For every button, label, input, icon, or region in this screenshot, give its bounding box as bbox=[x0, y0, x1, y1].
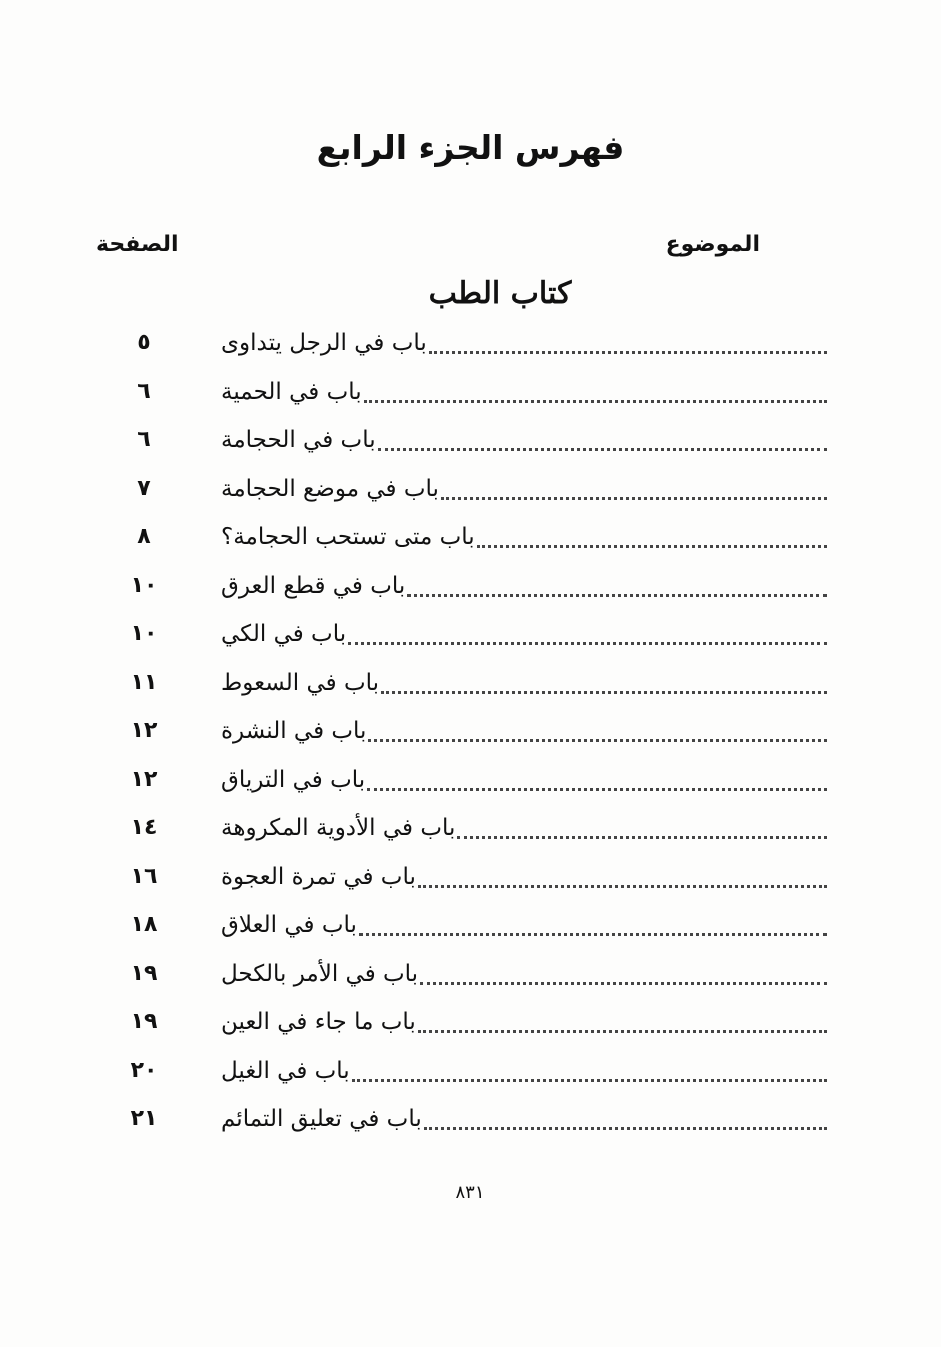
toc-entry-page: ١٢ bbox=[130, 766, 158, 792]
toc-entry-line bbox=[221, 905, 831, 945]
leader-dots bbox=[424, 1126, 827, 1130]
toc-entry-line bbox=[221, 469, 831, 509]
toc-entry-title: باب في الغيل bbox=[221, 1057, 350, 1084]
toc-entry bbox=[0, 663, 941, 712]
toc-entry-line bbox=[221, 808, 831, 848]
toc-entry-line bbox=[221, 420, 831, 460]
toc-entry-page: ٧ bbox=[137, 475, 151, 501]
toc-entry-page: ١٠ bbox=[130, 572, 158, 598]
leader-dots bbox=[418, 884, 827, 888]
toc-entry-page: ١٤ bbox=[130, 815, 158, 840]
toc-entry bbox=[0, 857, 941, 906]
toc-entry-page: ٢١ bbox=[130, 1106, 158, 1131]
toc-entry bbox=[0, 1051, 941, 1100]
toc-entry-title: باب في تعليق التمائم bbox=[221, 1106, 422, 1132]
leader-dots bbox=[352, 1078, 827, 1082]
toc-entry-title: باب في الترياق bbox=[221, 766, 366, 793]
toc-entry-page: ١٩ bbox=[130, 1009, 158, 1034]
toc-entry-page: ٦ bbox=[137, 427, 151, 452]
toc-entry-page: ٦ bbox=[137, 378, 151, 404]
toc-entry bbox=[0, 372, 941, 421]
toc-entry-title: باب في النشرة bbox=[221, 718, 367, 744]
toc-entry-page: ١١ bbox=[130, 669, 158, 695]
toc-entry bbox=[0, 469, 941, 518]
toc-entry bbox=[0, 420, 941, 469]
toc-entry-line bbox=[221, 1099, 831, 1139]
toc-entry-line bbox=[221, 614, 831, 654]
leader-dots bbox=[367, 787, 827, 791]
toc-entry-page: ١٩ bbox=[130, 960, 158, 986]
toc-entry-page: ١٠ bbox=[130, 621, 158, 646]
toc-entry-page: ٢٠ bbox=[130, 1057, 158, 1083]
toc-entry-title: باب في الحمية bbox=[221, 378, 362, 405]
toc-entry bbox=[0, 1002, 941, 1051]
leader-dots bbox=[359, 932, 827, 936]
leader-dots bbox=[381, 690, 827, 694]
toc-entry-line bbox=[221, 517, 831, 557]
toc-entry-line bbox=[221, 954, 831, 994]
toc-entry-page: ٨ bbox=[137, 524, 151, 549]
leader-dots bbox=[348, 641, 827, 645]
toc-entry-title: باب في الأدوية المكروهة bbox=[221, 815, 456, 841]
leader-dots bbox=[420, 981, 827, 985]
topic-column-header: الموضوع bbox=[665, 232, 760, 257]
toc-entry-title: باب ما جاء في العين bbox=[221, 1009, 416, 1035]
toc-entry bbox=[0, 905, 941, 954]
toc-entry-title: باب في العلاق bbox=[221, 912, 357, 938]
toc-entry-page: ٥ bbox=[137, 330, 151, 355]
toc-entry-line bbox=[221, 857, 831, 897]
book-title: كتاب الطب bbox=[428, 276, 572, 311]
toc-entry-page: ١٢ bbox=[130, 718, 158, 743]
toc-entry bbox=[0, 1099, 941, 1148]
toc-entry-line bbox=[221, 566, 831, 606]
toc-entry-page: ١٨ bbox=[130, 912, 158, 937]
toc-entry-title: باب متى تستحب الحجامة؟ bbox=[221, 524, 475, 550]
toc-entry-title: باب في الحجامة bbox=[221, 427, 376, 453]
toc-entry bbox=[0, 566, 941, 615]
toc-entry-title: باب في الرجل يتداوى bbox=[221, 330, 427, 356]
toc-entry-line bbox=[221, 760, 831, 800]
toc-entry-page: ١٦ bbox=[130, 863, 158, 889]
toc-entry bbox=[0, 614, 941, 663]
toc-list bbox=[0, 323, 941, 1148]
page-column-header: الصفحة bbox=[96, 232, 179, 257]
leader-dots bbox=[457, 835, 827, 839]
leader-dots bbox=[364, 399, 827, 403]
leader-dots bbox=[477, 544, 827, 548]
toc-entry-title: باب في قطع العرق bbox=[221, 572, 406, 599]
toc-entry bbox=[0, 323, 941, 372]
toc-entry-line bbox=[221, 711, 831, 751]
toc-entry-line bbox=[221, 323, 831, 363]
toc-entry bbox=[0, 954, 941, 1003]
leader-dots bbox=[368, 738, 827, 742]
leader-dots bbox=[418, 1029, 827, 1033]
page-title: فهرس الجزء الرابع bbox=[316, 128, 625, 167]
leader-dots bbox=[407, 593, 827, 597]
toc-entry-title: باب في الكي bbox=[221, 621, 347, 647]
toc-entry-title: باب في موضع الحجامة bbox=[221, 475, 439, 502]
toc-entry-title: باب في السعوط bbox=[221, 669, 380, 696]
leader-dots bbox=[378, 447, 827, 451]
toc-entry-line bbox=[221, 663, 831, 703]
page-number: ٨٣١ bbox=[455, 1182, 485, 1203]
toc-entry bbox=[0, 711, 941, 760]
toc-entry bbox=[0, 517, 941, 566]
toc-entry-line bbox=[221, 1002, 831, 1042]
toc-entry bbox=[0, 808, 941, 857]
toc-entry-title: باب في الأمر بالكحل bbox=[221, 960, 419, 987]
leader-dots bbox=[429, 350, 827, 354]
toc-entry-title: باب في تمرة العجوة bbox=[221, 863, 416, 890]
toc-entry-line bbox=[221, 1051, 831, 1091]
toc-entry bbox=[0, 760, 941, 809]
toc-entry-line bbox=[221, 372, 831, 412]
leader-dots bbox=[441, 496, 827, 500]
